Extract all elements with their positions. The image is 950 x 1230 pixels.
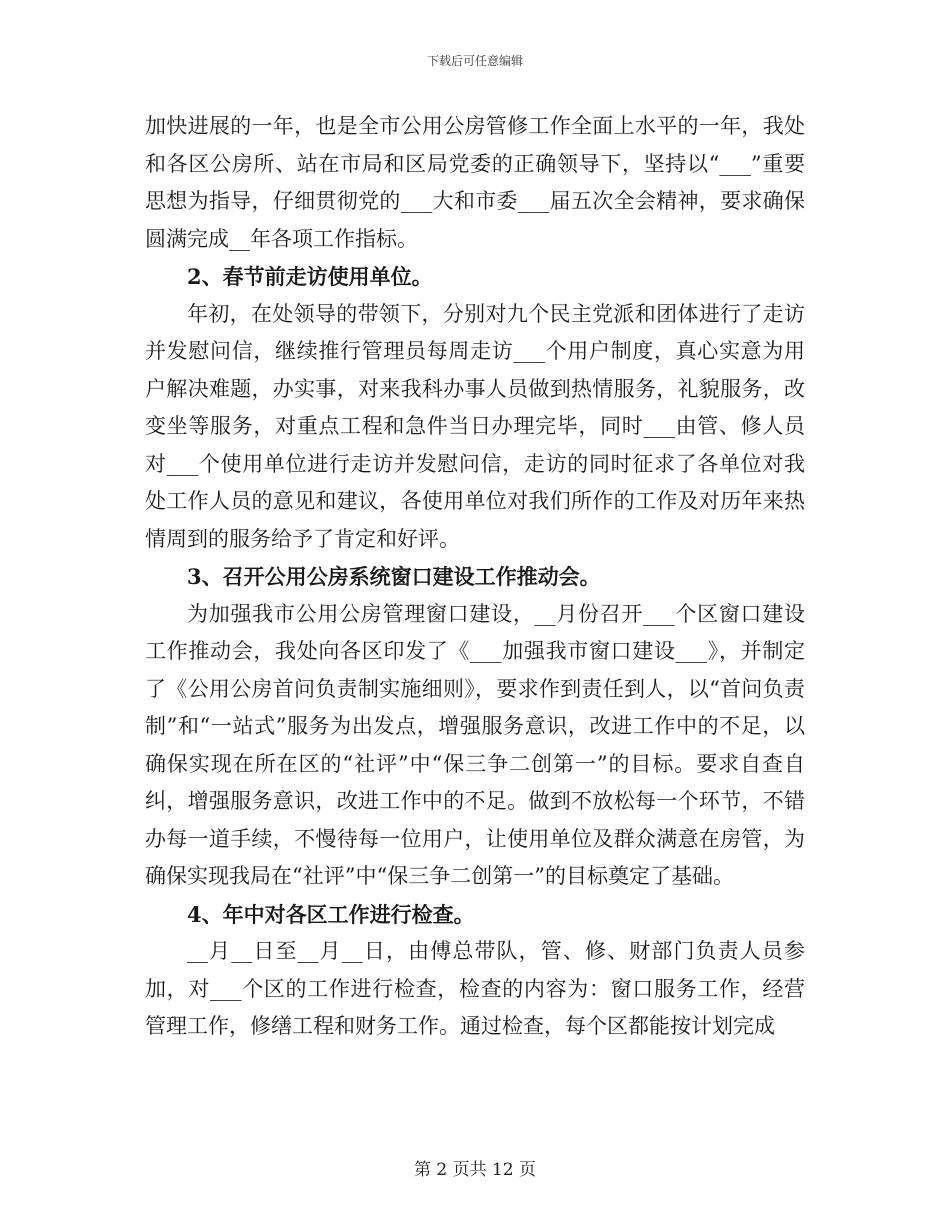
section-heading-4: 4、年中对各区工作进行检查。 [187,901,475,927]
document-body [145,108,805,1046]
paragraph-section-2: 年初，在处领导的带领下，分别对九个民主党派和团体进行了走访并发慰问信，继续推行管理员每周走访___个用户制度，真心实意为用户解决难题，办实事，对来我科办事人员做到热情服务，礼貌服务，改变坐等服务，对重点工程和急件当日办理完毕，同时___由管、修人员对___个使用单位进行走访并发慰问信，走访的同时征求了各单位对我处工作人员的意见和建议，各使用单位对我们所作的工作及对历年来热情周到的服务给予了肯定和好评。 [145,301,805,551]
page-header-note: 下载后可任意编辑 [426,54,523,68]
paragraph-section-3: 为加强我市公用公房管理窗口建设，__月份召开___个区窗口建设工作推动会，我处向各区印发了《___加强我市窗口建设___》，并制定了《公用公房首问负责制实施细则》，要求作到责任到人，以“首问负责制”和“一站式”服务为出发点，增强服务意识，改进工作中的不足，以确保实现在所在区的“社评”中“保三争二创第一”的目标。要求自查自纠，增强服务意识，改进工作中的不足。做到不放松每一个环节，不错办每一道手续，不慢待每一位用户，让使用单位及群众满意在房管，为确保实现我局在“社评”中“保三争二创第一”的目标奠定了基础。 [145,601,805,888]
paragraph-continuation: 加快进展的一年，也是全市公用公房管修工作全面上水平的一年，我处和各区公房所、站在市局和区局党委的正确领导下，坚持以“___”重要思想为指导，仔细贯彻党的___大和市委___届五次全会精神，要求确保圆满完成__年各项工作指标。 [145,114,805,251]
section-heading-2: 2、春节前走访使用单位。 [187,264,433,289]
page-number-footer: 第 2 页共 12 页 [413,1160,537,1180]
section-heading-3: 3、召开公用公房系统窗口建设工作推动会。 [187,564,601,589]
paragraph-section-4: __月__日至__月__日，由傅总带队，管、修、财部门负责人员参加，对___个区的工作进行检查，检查的内容为：窗口服务工作，经营管理工作，修缮工程和财务工作。通过检查，每个区都能按计划完成 [145,939,805,1038]
